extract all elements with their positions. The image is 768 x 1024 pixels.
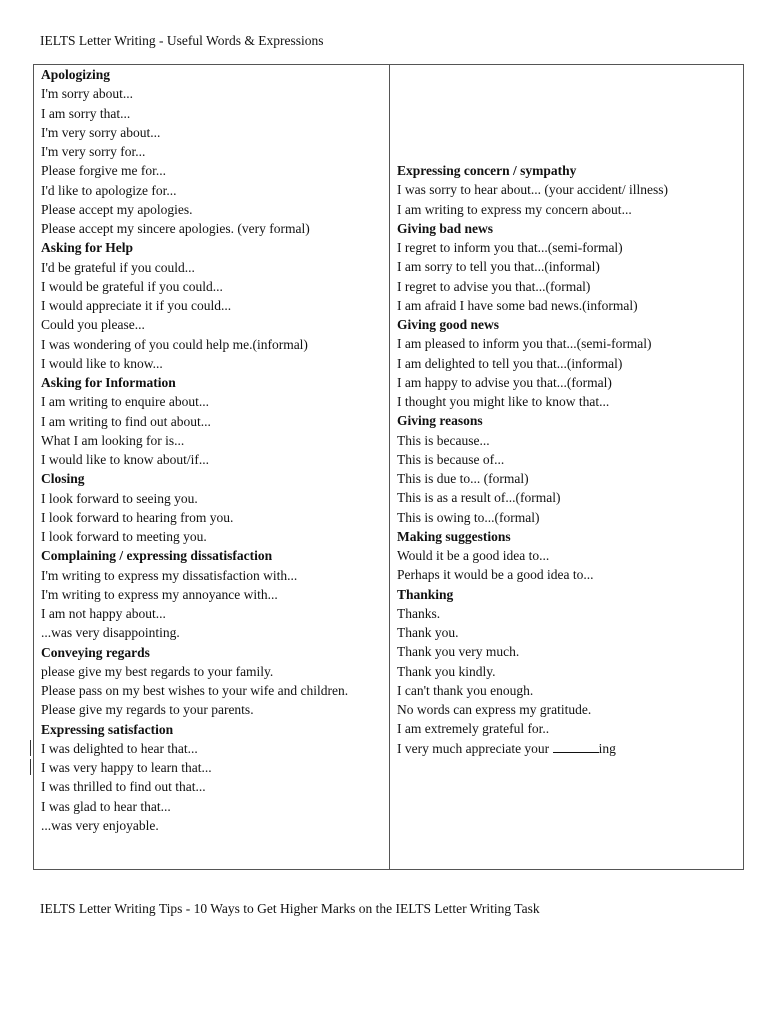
expression-item: I am pleased to inform you that...(semi-formal) [397,336,652,352]
section-heading: Conveying regards [41,644,150,660]
section-heading: Asking for Help [41,240,134,256]
expression-item: I am sorry that... [41,105,131,121]
expression-item: please give my best regards to your family. [41,663,274,679]
expression-item: No words can express my gratitude. [397,702,592,717]
expression-item: ...was very disappointing. [41,625,180,641]
expression-item: I was very happy to learn that... [41,760,212,775]
section-giving-good-news [397,315,739,411]
section-expressing-concern-sympathy [397,161,739,219]
expression-item: Perhaps it would be a good idea to... [397,567,594,583]
section-making-suggestions [397,527,739,585]
section-closing [41,469,386,546]
expression-item: Please forgive me for... [41,163,166,179]
expression-item: This is as a result of...(formal) [397,490,561,506]
expression-item: I look forward to meeting you. [41,529,207,544]
section-expressing-satisfaction [41,720,386,836]
page-title: IELTS Letter Writing - Useful Words & Expressions [40,33,324,48]
section-thanking [397,585,739,739]
section-asking-for-information [41,373,386,469]
expression-item: I was sorry to hear about... (your accident/ illness) [397,182,669,198]
expression-item: I am delighted to tell you that...(informal) [397,355,623,371]
expression-item: I'm very sorry about... [41,124,161,140]
section-heading: Asking for Information [41,375,176,390]
expression-item: I was glad to hear that... [41,798,171,814]
section-heading: Giving bad news [397,220,494,236]
text-cursor-mark [30,759,31,775]
section-heading: Closing [41,471,85,487]
section-asking-for-help [41,238,386,373]
expression-item: I am extremely grateful for.. [397,721,550,737]
expression-item: I am writing to express my concern about... [397,201,632,217]
expressions-table [33,64,744,870]
expression-item: Please accept my sincere apologies. (very formal) [41,221,310,236]
expression-item: I'm writing to express my dissatisfaction with... [41,567,298,583]
expression-item: Thanks. [397,605,441,621]
section-heading: Complaining / expressing dissatisfaction [41,548,273,564]
expression-item: I was thrilled to find out that... [41,779,206,795]
expression-item: I thought you might like to know that... [397,394,610,409]
expression-item: This is because... [397,432,490,448]
expression-item: Could you please... [41,317,145,333]
expression-item: Would it be a good idea to... [397,548,550,563]
expression-item: This is owing to...(formal) [397,509,540,525]
expression-item: This is because of... [397,451,505,467]
section-apologizing [41,65,386,238]
expression-item: Thank you. [397,625,459,640]
fill-blank-after: ing [598,740,616,756]
expression-item: I would like to know... [41,355,163,371]
section-heading: Expressing satisfaction [41,721,174,737]
section-heading: Giving good news [397,317,500,332]
right-column [397,161,739,758]
expression-item: I am writing to enquire about... [41,394,209,410]
expression-item: I look forward to hearing from you. [41,509,234,525]
expression-item: I look forward to seeing you. [41,490,198,506]
expression-item-fill-blank [397,739,739,758]
expression-item: I'm writing to express my annoyance with... [41,586,278,602]
section-complaining-expressing-dissatisfaction [41,546,386,642]
expression-item: Thank you kindly. [397,663,496,679]
expression-item: I was delighted to hear that... [41,740,198,756]
footer-link-text: IELTS Letter Writing Tips - 10 Ways to Get Higher Marks on the IELTS Letter Writing Task [40,901,540,916]
expression-item: Please pass on my best wishes to your wife and children. [41,683,349,698]
section-heading: Apologizing [41,67,111,82]
section-heading: Thanking [397,586,454,602]
expression-item: I regret to advise you that...(formal) [397,278,591,294]
expression-item: I was wondering of you could help me.(informal) [41,336,308,352]
section-giving-bad-news [397,219,739,315]
blank-underline [553,740,599,753]
expression-item: I'd be grateful if you could... [41,259,195,275]
expression-item: I am not happy about... [41,606,166,621]
expression-item: I can't thank you enough. [397,682,534,698]
expression-item: This is due to... (formal) [397,471,529,486]
expression-item: I regret to inform you that...(semi-formal) [397,240,623,255]
expression-item: I would be grateful if you could... [41,278,223,294]
expression-item: I am afraid I have some bad news.(informal) [397,297,638,313]
expression-item: Thank you very much. [397,644,520,660]
section-giving-reasons [397,411,739,527]
expression-item: I would like to know about/if... [41,452,209,467]
text-cursor-mark [30,740,31,756]
left-column [41,65,386,835]
expression-item: I am sorry to tell you that...(informal) [397,259,600,275]
expression-item: I would appreciate it if you could... [41,298,232,313]
section-heading: Making suggestions [397,528,511,544]
expression-item: I'm sorry about... [41,86,134,102]
expression-item: Please accept my apologies. [41,201,193,217]
expression-item: I am happy to advise you that...(formal) [397,374,612,390]
fill-blank-before: I very much appreciate your [397,740,553,756]
expression-item: What I am looking for is... [41,432,185,448]
section-heading: Expressing concern / sympathy [397,163,577,178]
expression-item: I'd like to apologize for... [41,182,177,198]
expression-item: I am writing to find out about... [41,413,211,429]
column-divider [389,65,390,869]
expression-item: Please give my regards to your parents. [41,702,254,718]
expression-item: I'm very sorry for... [41,144,146,159]
expression-item: ...was very enjoyable. [41,817,159,833]
section-heading: Giving reasons [397,413,483,429]
section-conveying-regards [41,643,386,720]
